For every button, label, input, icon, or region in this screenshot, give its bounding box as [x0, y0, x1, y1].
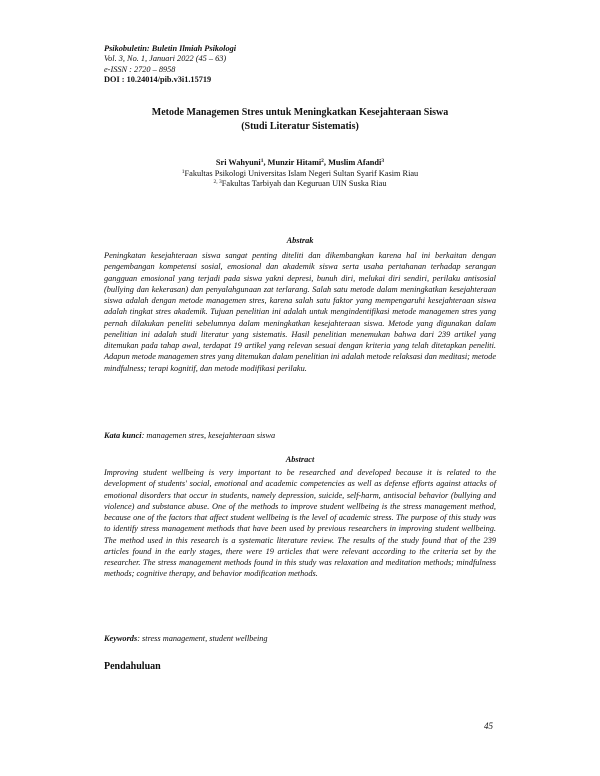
affiliation-2-text: Fakultas Tarbiyah dan Keguruan UIN Suska Riau — [221, 179, 387, 188]
abstract-heading: Abstract — [285, 455, 315, 464]
title-line-1: Metode Managemen Stres untuk Meningkatkan Kesejahteraan Siswa — [151, 107, 449, 118]
author-names — [0, 158, 600, 169]
affiliation-1 — [0, 169, 600, 180]
affiliation-2 — [0, 179, 600, 190]
author-1: Sri Wahyuni — [215, 158, 261, 167]
abstrak-body: Peningkatan kesejahteraan siswa sangat penting diteliti dan dikembangkan karena hal ini berkaitan dengan pengembangan kompetensi sosial, emosional dan akademik siswa serta usaha pertahanan terhadap serangan gangguan emosional yang terjadi pada siswa yakni depresi, bunuh diri, melukai diri sendiri, perilaku antisosial (bullying dan kekerasan) dan penyalahgunaan zat terlarang. Salah satu metode dalam meningkatkan kesejahteraan siswa adalah dengan metode managemen stres, karena salah satu faktor yang mempengaruhi kesejahteraan siswa adalah tingkat stres akademik. Tujuan penelitian ini adalah untuk mengindentifikasi metode managemen stres yang pernah dilakukan peneliti sebelumnya dalam meningkatkan kesejahteraan siswa. Metode yang digunakan dalam penelitian ini adalah studi literatur yang sistematis. Hasil penelitian menemukan bahwa dari 239 artikel yang ditemukan pada tahap awal, terdapat 19 artikel yang relevan sesuai dengan kriteria yang telah ditetapkan peneliti. Adapun metode managemen stres yang ditemukan dalam penelitian ini adalah metode relaksasi dan meditasi; metode mindfulness; terapi kognitif, dan metode modifikasi perilaku. — [104, 251, 496, 373]
journal-name: Psikobuletin: Buletin Ilmiah Psikologi — [104, 44, 237, 53]
author-3-sup: 3 — [381, 158, 385, 164]
author-3: Muslim Afandi — [328, 158, 382, 167]
author-2-sup: 2 — [321, 158, 324, 164]
author-sep-1: , — [263, 158, 268, 167]
author-sep-2: , — [323, 158, 329, 167]
author-1-sup: 1 — [260, 158, 264, 164]
author-block — [0, 158, 600, 190]
section-heading: Pendahuluan — [104, 661, 161, 672]
abstract-body: Improving student wellbeing is very important to be researched and developed because it is related to the development of students' social, emotional and academic competencies as well as defense efforts against attacks of emotional disorders that occur in students, namely depression, suicide, self-harm, antisocial behavior (bullying and violence) and substance abuse. One of the methods to improve student wellbeing is the stress management method, because one of the factors that affect student wellbeing is the level of academic stress. The purpose of this study was to identify stress management methods that have been used by previous researchers in improving student wellbeing. The method used in this research is a systematic literature review. The results of the study found that of the 239 articles found in the early stages, there were 19 articles that were relevant according to the criteria set by the researcher. The stress management methods found in this study was relaxation and meditation methods; mindfulness methods; cognitive therapy, and behavior modification methods. — [104, 468, 496, 579]
abstrak-heading: Abstrak — [286, 236, 314, 245]
page-number: 45 — [484, 721, 493, 731]
keywords-label: Keywords — [104, 634, 138, 643]
journal-doi: DOI : 10.24014/pib.v3i1.15719 — [104, 75, 212, 85]
keywords-text: : stress management, student wellbeing — [137, 634, 268, 643]
kata-kunci — [104, 431, 496, 440]
journal-header — [104, 44, 236, 86]
affiliation-2-sup: 2, 3 — [213, 179, 222, 185]
journal-volume: Vol. 3, No. 1, Januari 2022 (45 – 63) — [104, 54, 227, 64]
title-line-2: (Studi Literatur Sistematis) — [241, 120, 359, 132]
kata-kunci-label: Kata kunci — [104, 431, 142, 440]
affiliation-1-sup: 1 — [181, 168, 185, 175]
paper-title — [0, 106, 600, 133]
keywords — [104, 634, 496, 643]
journal-issn: e-ISSN : 2720 – 8958 — [104, 64, 176, 74]
author-2: Munzir Hitami — [267, 158, 322, 167]
affiliation-1-text: Fakultas Psikologi Universitas Islam Negeri Sultan Syarif Kasim Riau — [184, 168, 419, 178]
kata-kunci-text: : managemen stres, kesejahteraan siswa — [141, 431, 276, 440]
